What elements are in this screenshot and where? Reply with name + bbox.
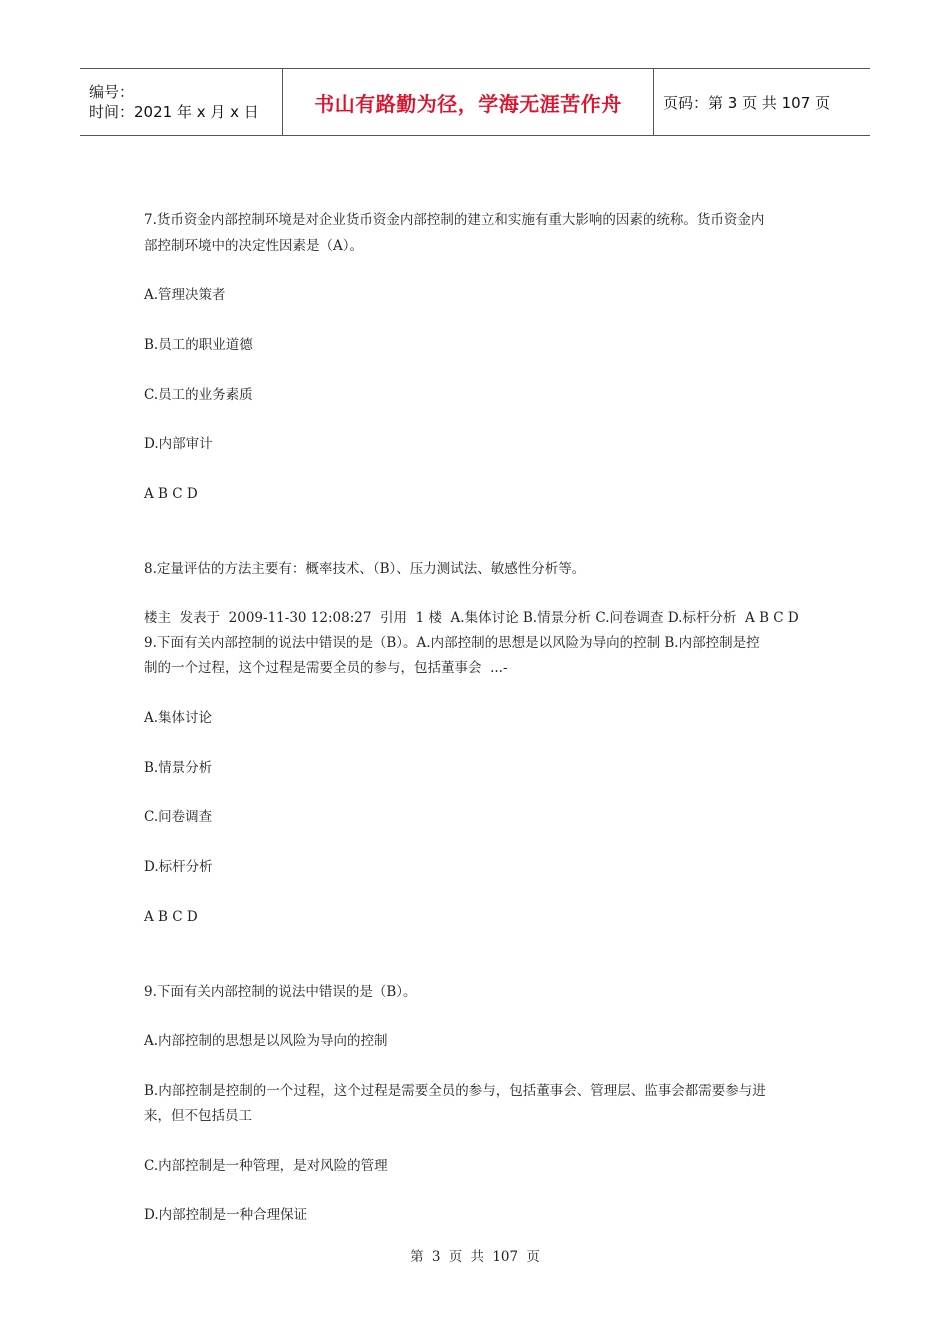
header-motto: 书山有路勤为径，学海无涯苦作舟: [314, 91, 622, 116]
question-7-option-a: A.管理决策者: [144, 287, 226, 303]
question-7-answer-choices: A B C D: [144, 486, 198, 502]
page-header: [80, 68, 870, 136]
question-7-option-c: C.员工的业务素质: [144, 387, 253, 403]
question-7-option-b: B.员工的职业道德: [144, 337, 253, 353]
question-7-option-d: D.内部审计: [144, 436, 213, 452]
question-9-option-b-line-1: B.内部控制是控制的一个过程，这个过程是需要全员的参与，包括董事会、管理层、监事会都需要参与进: [144, 1083, 766, 1099]
question-7-line-2: 部控制环境中的决定性因素是（A）。: [144, 238, 363, 254]
forum-post-line-2: 9.下面有关内部控制的说法中错误的是（B）。A.内部控制的思想是以风险为导向的控制 B.内部控制是控: [144, 635, 760, 651]
question-8-option-b: B.情景分析: [144, 760, 213, 776]
question-8-answer-choices: A B C D: [144, 909, 198, 925]
question-8: 8.定量评估的方法主要有：概率技术、（B）、压力测试法、敏感性分析等。: [144, 561, 586, 577]
document-time-label: 时间：2021 年 x 月 x 日: [89, 103, 259, 121]
document-number-label: 编号：: [89, 83, 135, 101]
question-9-option-c: C.内部控制是一种管理，是对风险的管理: [144, 1158, 388, 1174]
header-page-info-cell: [654, 69, 870, 135]
question-7-line-1: 7.货币资金内部控制环境是对企业货币资金内部控制的建立和实施有重大影响的因素的统称。货币资金内: [144, 212, 765, 228]
header-page-info: 页码：第 3 页 共 107 页: [663, 93, 831, 112]
question-9: 9.下面有关内部控制的说法中错误的是（B）。: [144, 984, 417, 1000]
question-9-option-a: A.内部控制的思想是以风险为导向的控制: [144, 1033, 388, 1049]
question-9-option-d: D.内部控制是一种合理保证: [144, 1207, 308, 1223]
forum-post-line-1: 楼主 发表于 2009-11-30 12:08:27 引用 1 楼 A.集体讨论 B.情景分析 C.问卷调查 D.标杆分析 A B C D: [144, 610, 799, 626]
question-8-option-c: C.问卷调查: [144, 809, 213, 825]
question-9-option-b-line-2: 来，但不包括员工: [144, 1108, 252, 1124]
question-8-option-a: A.集体讨论: [144, 710, 213, 726]
page-footer: 第 3 页 共 107 页: [410, 1249, 540, 1265]
forum-post-line-3: 制的一个过程，这个过程是需要全员的参与，包括董事会 ...-: [144, 660, 508, 676]
question-8-option-d: D.标杆分析: [144, 859, 213, 875]
header-left-cell: [80, 69, 282, 135]
header-motto-cell: [282, 69, 654, 135]
